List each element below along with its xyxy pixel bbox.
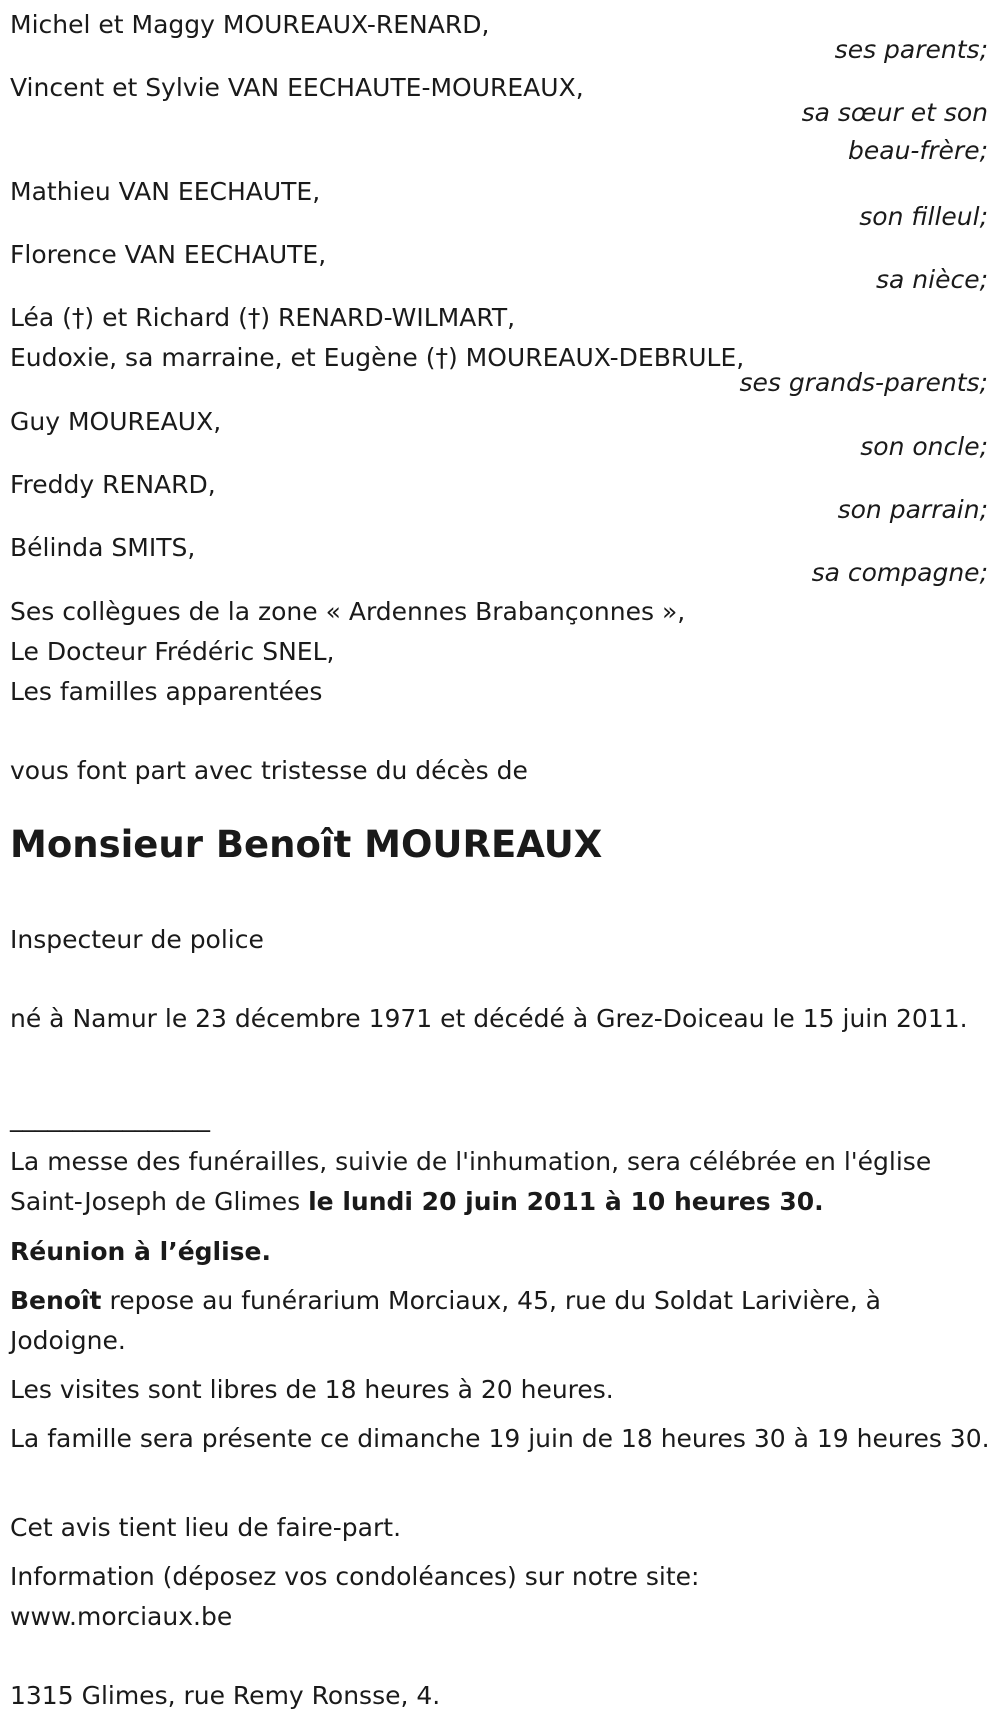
role-brother-in-law: beau-frère; — [848, 136, 988, 165]
family-line-uncle: Guy MOUREAUX, — [10, 407, 222, 436]
role-grandparents: ses grands-parents; — [739, 368, 988, 397]
mass-date: le lundi 20 juin 2011 à 10 heures 30. — [308, 1187, 824, 1216]
family-line-grandparents-1: Léa (†) et Richard (†) RENARD-WILMART, — [10, 303, 516, 332]
info-text: Information (déposez vos condoléances) sur notre site: — [10, 1562, 700, 1591]
role-uncle: son oncle; — [860, 432, 988, 461]
notice-text: Cet avis tient lieu de faire-part. — [10, 1513, 402, 1542]
role-partner: sa compagne; — [811, 558, 988, 587]
visits-text: Les visites sont libres de 18 heures à 20 heures. — [10, 1375, 614, 1404]
family-line-godson: Mathieu VAN EECHAUTE, — [10, 177, 321, 206]
role-niece: sa nièce; — [875, 265, 988, 294]
role-sister: sa sœur et son — [801, 98, 988, 127]
meeting-text: Réunion à l’église. — [10, 1237, 272, 1266]
resting-text: repose au funérarium Morciaux, 45, rue du Soldat Larivière, à Jodoigne. — [10, 1286, 881, 1355]
family-line-relatives: Les familles apparentées — [10, 677, 323, 706]
family-line-grandparents-2: Eudoxie, sa marraine, et Eugène (†) MOUREAUX-DEBRULE, — [10, 343, 745, 372]
family-line-doctor: Le Docteur Frédéric SNEL, — [10, 637, 335, 666]
role-godson: son filleul; — [859, 202, 988, 231]
deceased-profession: Inspecteur de police — [10, 925, 264, 954]
mass-text: La messe des funérailles, suivie de l'inhumation, sera célébrée en l'église Saint-Joseph de Glimes — [10, 1147, 932, 1216]
birth-death-text: né à Namur le 23 décembre 1971 et décédé à Grez-Doiceau le 15 juin 2011. — [10, 1004, 968, 1033]
funeral-mass-paragraph — [10, 1142, 990, 1222]
family-line-partner: Bélinda SMITS, — [10, 533, 196, 562]
announcement-text: vous font part avec tristesse du décès de — [10, 756, 528, 785]
separator-line: ________________ — [10, 1103, 210, 1132]
family-line-parents: Michel et Maggy MOUREAUX-RENARD, — [10, 10, 490, 39]
role-godfather: son parrain; — [837, 495, 988, 524]
family-line-godfather: Freddy RENARD, — [10, 470, 216, 499]
family-line-niece: Florence VAN EECHAUTE, — [10, 240, 327, 269]
address-text: 1315 Glimes, rue Remy Ronsse, 4. — [10, 1681, 441, 1710]
family-present-text: La famille sera présente ce dimanche 19 juin de 18 heures 30 à 19 heures 30. — [10, 1424, 990, 1453]
resting-name: Benoît — [10, 1286, 102, 1315]
family-line-colleagues: Ses collègues de la zone « Ardennes Brabançonnes », — [10, 597, 686, 626]
family-line-sister: Vincent et Sylvie VAN EECHAUTE-MOUREAUX, — [10, 73, 584, 102]
resting-paragraph — [10, 1281, 990, 1361]
deceased-name: Monsieur Benoît MOUREAUX — [10, 823, 603, 866]
role-parents: ses parents; — [834, 35, 988, 64]
website-link[interactable]: www.morciaux.be — [10, 1602, 233, 1631]
